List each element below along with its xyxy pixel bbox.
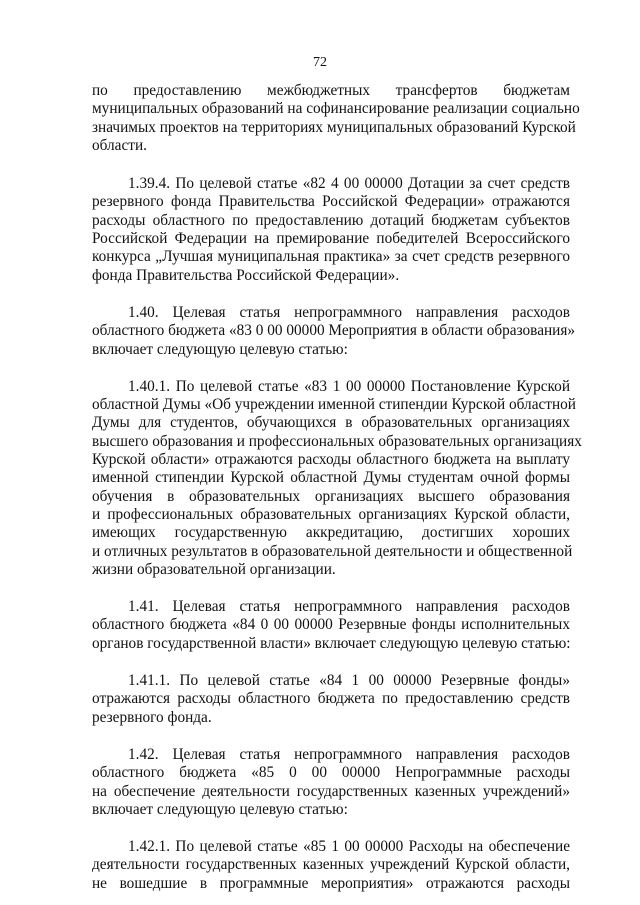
text-line: Курской области» отражаются расходы областного бюджета на выплату — [92, 451, 570, 469]
text-line: и отличных результатов в образовательной деятельности и общественной — [92, 542, 573, 560]
text-line: 1.42. Целевая статья непрограммного направления расходов — [128, 745, 570, 763]
paragraph-1-41-1 — [92, 672, 570, 727]
paragraph-1-42 — [92, 746, 570, 819]
text-line: Российской Федерации на премирование победителей Всероссийского — [92, 230, 570, 248]
text-line: значимых проектов на территориях муниципальных образований Курской — [92, 118, 576, 136]
text-line: жизни образовательной организации. — [92, 560, 336, 578]
text-line: органов государственной власти» включает следующую целевую статью: — [92, 634, 571, 652]
text-line: 1.40. Целевая статья непрограммного направления расходов — [128, 303, 570, 321]
text-line: включает следующую целевую статью: — [92, 800, 348, 818]
text-line: расходы областного по предоставлению дотаций бюджетам субъектов — [92, 211, 570, 229]
paragraph-transfers-continuation — [92, 82, 580, 155]
text-line: и профессиональных образовательных организациях Курской области, — [92, 505, 570, 523]
text-line: обучения в образовательных организациях высшего образования — [92, 487, 570, 505]
paragraph-1-39-4 — [92, 175, 570, 285]
text-line: высшего образования и профессиональных образовательных организациях — [92, 432, 582, 450]
text-line: 1.42.1. По целевой статье «85 1 00 00000 Расходы на обеспечение — [128, 838, 570, 856]
text-line: Думы для студентов, обучающихся в образовательных организациях — [92, 414, 570, 432]
text-line: включает следующую целевую статью: — [92, 340, 348, 358]
paragraph-1-42-1 — [92, 838, 570, 893]
text-line: областной Думы «Об учреждении именной стипендии Курской областной — [92, 396, 576, 414]
text-line: конкурса „Лучшая муниципальная практика» за счет средств резервного — [92, 248, 570, 266]
paragraph-1-41 — [92, 598, 570, 653]
paragraph-1-40-1 — [92, 377, 582, 579]
text-line: резервного фонда Правительства Российской Федерации» отражаются — [92, 193, 570, 211]
text-line: фонда Правительства Российской Федерации». — [92, 266, 400, 284]
paragraph-1-40 — [92, 303, 576, 359]
text-line: именной стипендии Курской областной Думы студентам очной формы — [92, 469, 570, 487]
text-line: областного бюджета «85 0 00 00000 Непрограммные расходы — [92, 764, 570, 782]
text-line: деятельности государственных казенных учреждений Курской области, — [92, 856, 570, 874]
text-line: отражаются расходы областного бюджета по предоставлению средств — [92, 690, 570, 708]
text-line: на обеспечение деятельности государственных казенных учреждений» — [92, 782, 570, 800]
text-line: области. — [92, 136, 147, 154]
text-line: 1.41.1. По целевой статье «84 1 00 00000 Резервные фонды» — [128, 672, 570, 690]
text-line: областного бюджета «84 0 00 00000 Резервные фонды исполнительных — [92, 616, 570, 634]
text-line: 1.40.1. По целевой статье «83 1 00 00000 Постановление Курской — [128, 377, 570, 395]
text-line: по предоставлению межбюджетных трансфертов бюджетам — [92, 82, 570, 99]
text-line: областного бюджета «83 0 00 00000 Мероприятия в области образования» — [92, 322, 576, 340]
text-line: муниципальных образований на софинансирование реализации социально — [92, 100, 580, 118]
text-line: 1.39.4. По целевой статье «82 4 00 00000 Дотации за счет средств — [128, 175, 570, 193]
text-line: не вошедшие в программные мероприятия» отражаются расходы — [92, 874, 570, 892]
document-body — [92, 82, 582, 893]
page-number: 72 — [313, 55, 327, 70]
text-line: имеющих государственную аккредитацию, достигших хороших — [92, 524, 570, 542]
text-line: 1.41. Целевая статья непрограммного направления расходов — [128, 598, 570, 616]
text-line: резервного фонда. — [92, 708, 212, 726]
